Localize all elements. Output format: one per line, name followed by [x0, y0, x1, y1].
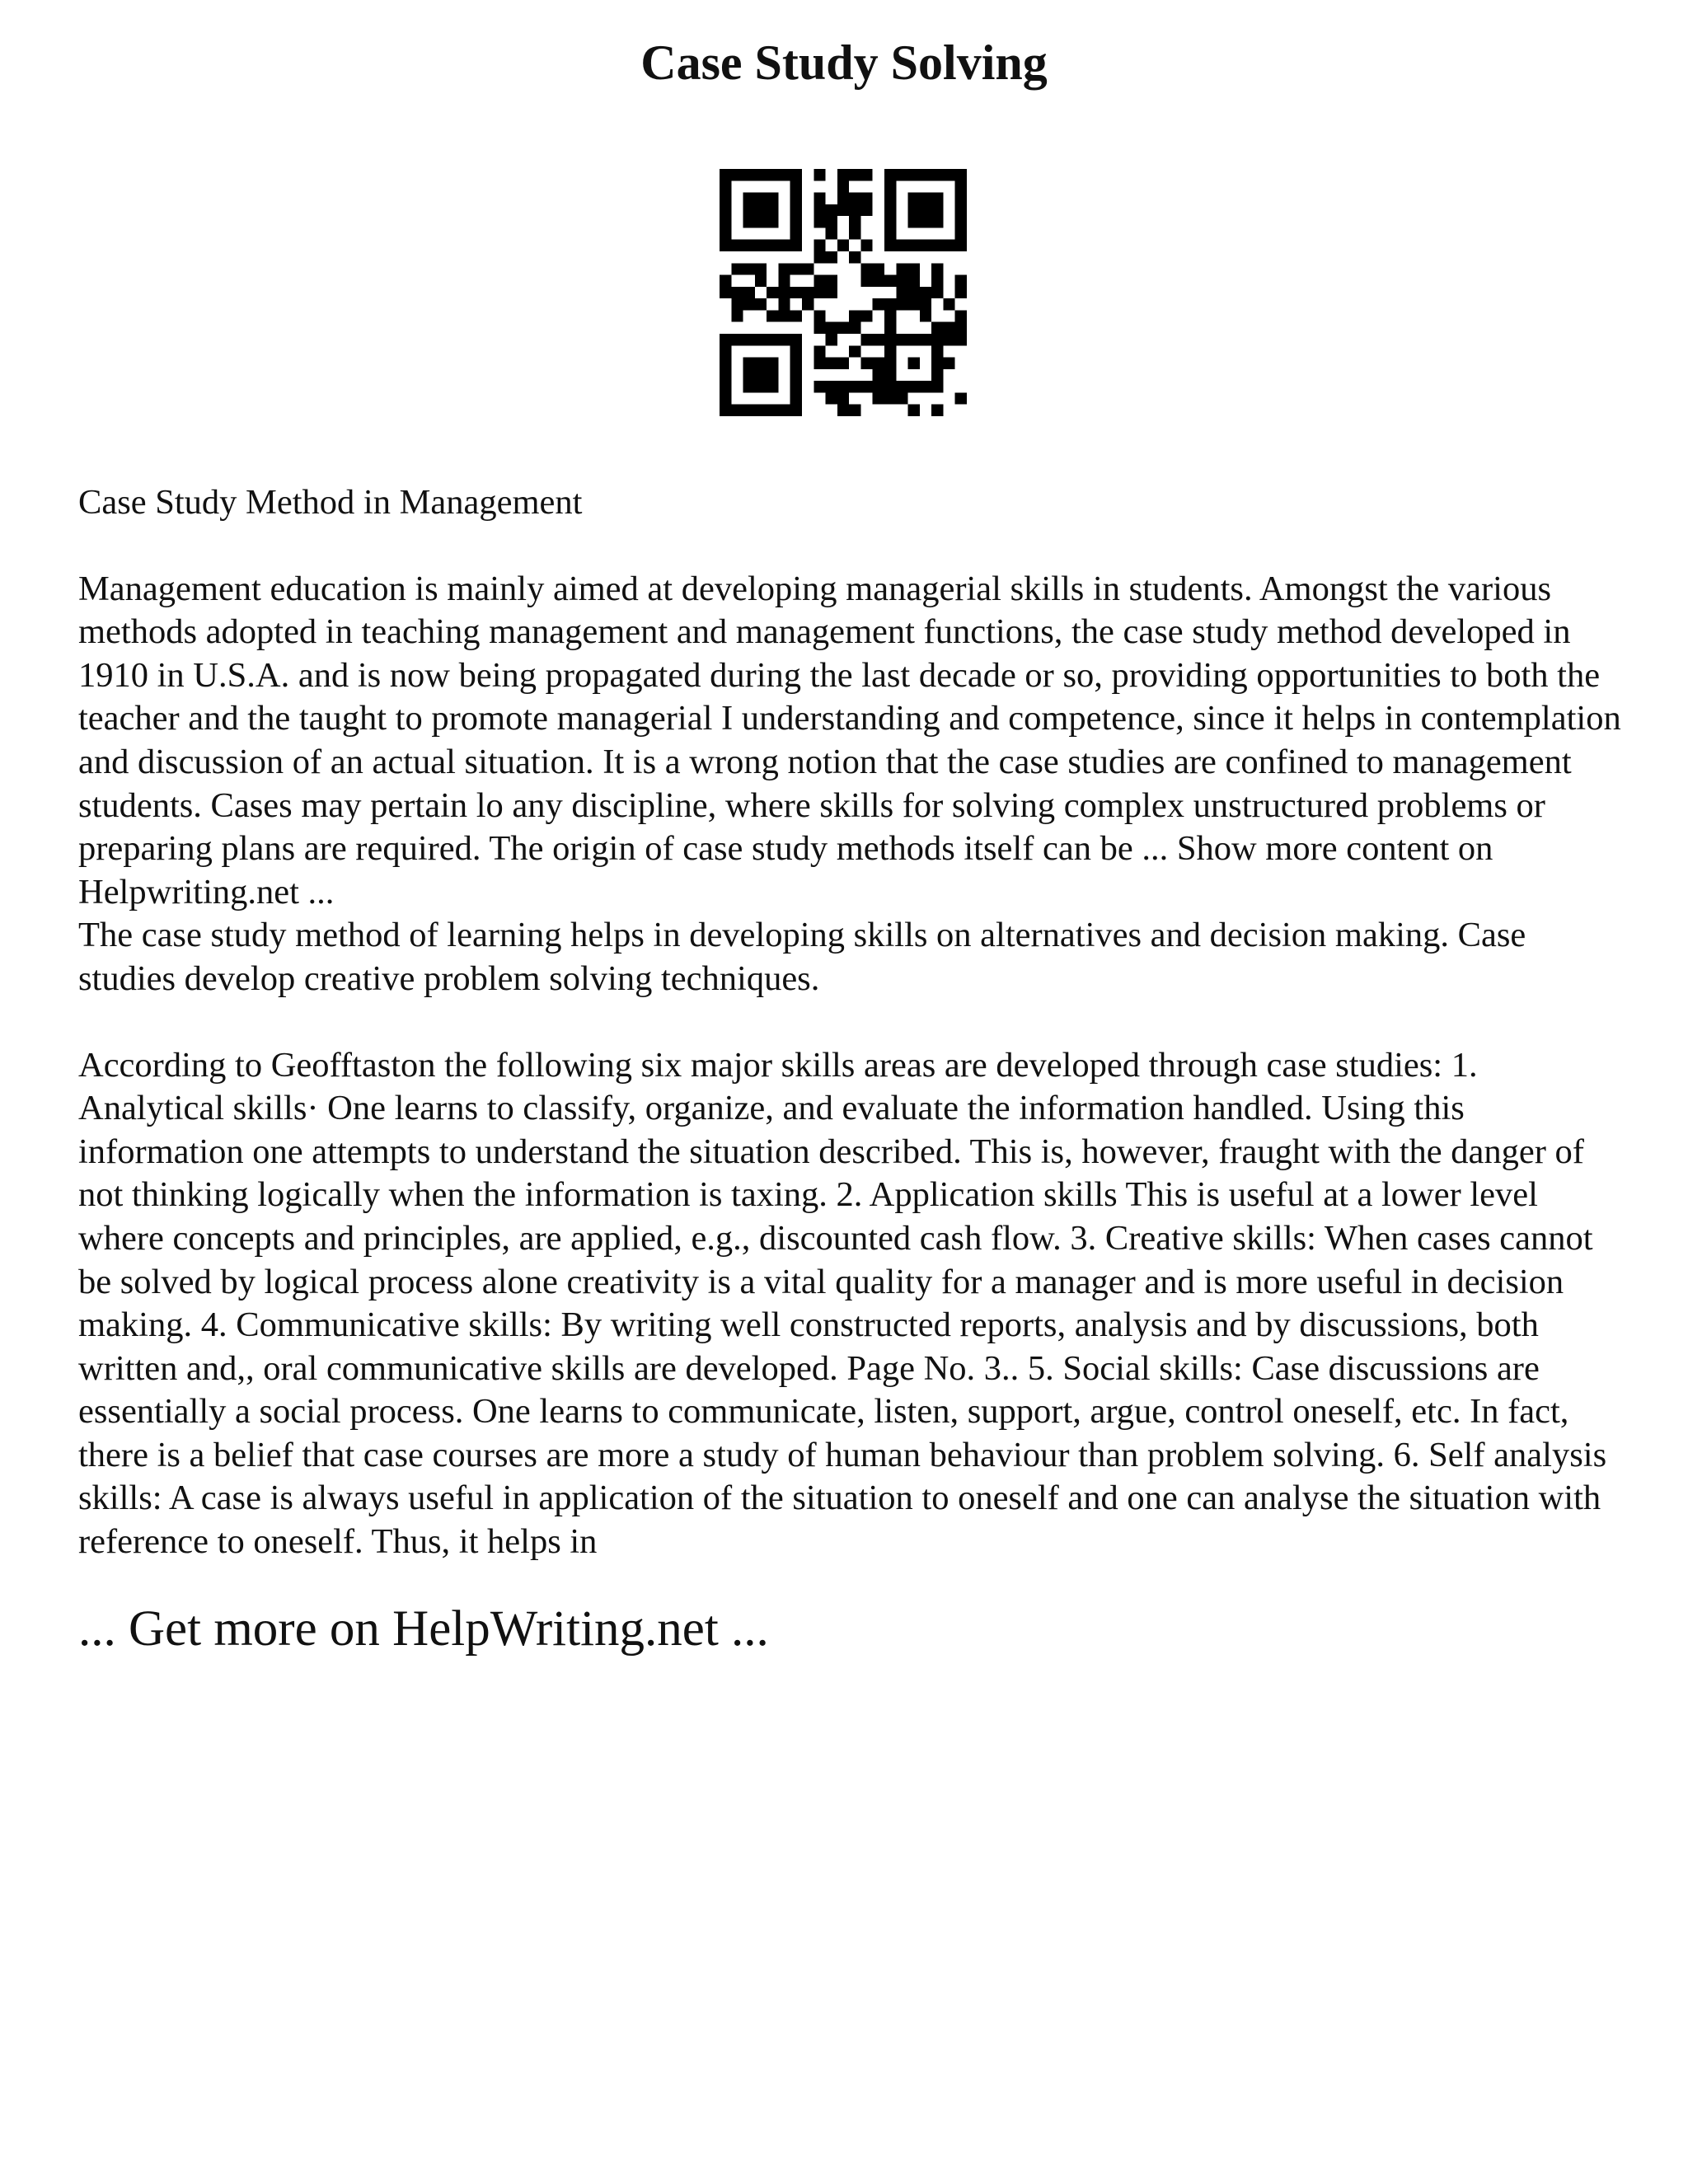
qr-module: [755, 216, 767, 227]
qr-module: [849, 405, 860, 416]
qr-module: [896, 298, 907, 310]
qr-module: [943, 322, 954, 334]
qr-module: [896, 240, 907, 251]
qr-module: [955, 193, 967, 204]
qr-module: [849, 216, 860, 227]
qr-module: [720, 345, 731, 357]
qr-module: [908, 334, 920, 345]
qr-module: [826, 275, 837, 287]
qr-module: [920, 298, 931, 310]
qr-module: [743, 381, 755, 392]
qr-module: [920, 169, 931, 180]
qr-module: [790, 193, 802, 204]
qr-module: [767, 358, 778, 369]
qr-module: [731, 240, 743, 251]
qr-module: [790, 310, 802, 321]
qr-module: [720, 240, 731, 251]
qr-module: [767, 169, 778, 180]
qr-module: [790, 204, 802, 216]
qr-module: [884, 310, 896, 321]
qr-module: [896, 334, 907, 345]
qr-module: [931, 240, 943, 251]
qr-module: [826, 287, 837, 298]
qr-module: [884, 358, 896, 369]
qr-module: [790, 180, 802, 192]
qr-module: [931, 405, 943, 416]
qr-module: [743, 287, 755, 298]
qr-module: [884, 240, 896, 251]
qr-module: [802, 263, 814, 274]
qr-module: [720, 358, 731, 369]
qr-module: [908, 405, 920, 416]
qr-module: [755, 169, 767, 180]
qr-module: [896, 263, 907, 274]
qr-module: [790, 405, 802, 416]
qr-module: [943, 298, 954, 310]
qr-module: [931, 358, 943, 369]
qr-module: [826, 392, 837, 404]
qr-module: [778, 405, 790, 416]
qr-module: [802, 287, 814, 298]
qr-module: [814, 193, 825, 204]
qr-module: [955, 180, 967, 192]
qr-module: [943, 334, 954, 345]
qr-code-icon: [720, 169, 967, 416]
qr-module: [896, 381, 907, 392]
qr-module: [826, 334, 837, 345]
qr-module: [814, 216, 825, 227]
qr-module: [731, 310, 743, 321]
qr-module: [826, 381, 837, 392]
paragraph-spacer: [78, 525, 1628, 568]
page-title: Case Study Solving: [640, 35, 1048, 90]
qr-module: [884, 298, 896, 310]
qr-module: [955, 216, 967, 227]
qr-module: [908, 263, 920, 274]
qr-module: [778, 310, 790, 321]
qr-module: [826, 216, 837, 227]
qr-module: [849, 204, 860, 216]
qr-module: [743, 193, 755, 204]
qr-module: [837, 405, 849, 416]
qr-module: [896, 287, 907, 298]
qr-module: [896, 275, 907, 287]
qr-module: [731, 287, 743, 298]
qr-module: [778, 298, 790, 310]
qr-module: [720, 287, 731, 298]
qr-module: [931, 287, 943, 298]
qr-module: [826, 204, 837, 216]
qr-module: [860, 381, 872, 392]
qr-module: [884, 227, 896, 239]
qr-module: [908, 358, 920, 369]
qr-module: [860, 263, 872, 274]
qr-module: [778, 263, 790, 274]
qr-module: [767, 287, 778, 298]
paragraph-skills: According to Geofftaston the following six major skills areas are developed through case studies: 1. Analytical skills· One learns to classify, organize, and evaluate the information handled. Using this information one attempts to understand the situation described. This is, however, fraught with the danger of not thinking logically when the information is taxing. 2. Application skills This is useful at a lower level where concepts and principles, are applied, e.g., discounted cash flow. 3. Creative skills: When cases cannot be solved by logical process alone creativity is a vital quality for a manager and is more useful in decision making. 4. Communicative skills: By writing well constructed reports, analysis and by discussions, both written and,, oral communicative skills are developed. Page No. 3.. 5. Social skills: Case discussions are essentially a social process. One learns to communicate, listen, support, argue, control oneself, etc. In fact, there is a belief that case courses are more a study of human behaviour than problem solving. 6. Self analysis skills: A case is always useful in application of the situation to oneself and one can analyse the situation with reference to oneself. Thus, it helps in: [78, 1045, 1607, 1562]
qr-module: [943, 240, 954, 251]
qr-module: [814, 310, 825, 321]
qr-module: [955, 310, 967, 321]
qr-module: [778, 275, 790, 287]
qr-module: [755, 358, 767, 369]
qr-module: [790, 381, 802, 392]
qr-module: [814, 287, 825, 298]
qr-module: [720, 275, 731, 287]
qr-module: [849, 345, 860, 357]
qr-module: [743, 240, 755, 251]
qr-module: [849, 193, 860, 204]
qr-module: [814, 204, 825, 216]
qr-module: [755, 334, 767, 345]
qr-module: [743, 169, 755, 180]
qr-module: [860, 240, 872, 251]
qr-module: [814, 275, 825, 287]
qr-module: [837, 381, 849, 392]
qr-module: [849, 227, 860, 239]
qr-code-graphic: [720, 169, 967, 416]
qr-module: [755, 369, 767, 381]
qr-module: [837, 358, 849, 369]
qr-module: [767, 334, 778, 345]
qr-module: [743, 334, 755, 345]
qr-module: [908, 193, 920, 204]
paragraph-intro: Management education is mainly aimed at developing managerial skills in students. Amongst the various methods adopted in teaching management and management functions, the case study method developed in 1910 in U.S.A. and is now being propagated during the last decade or so, providing opportunities to both the teacher and the taught to promote managerial I understanding and competence, since it helps in contemplation and discussion of an actual situation. It is a wrong notion that the case studies are confined to management students. Cases may pertain lo any discipline, where skills for solving complex unstructured problems or preparing plans are required. The origin of case study methods itself can be ... Show more content on Helpwriting.net ...: [78, 569, 1621, 912]
qr-module: [790, 240, 802, 251]
qr-module: [931, 204, 943, 216]
qr-module: [720, 216, 731, 227]
qr-module: [955, 287, 967, 298]
qr-module: [826, 227, 837, 239]
qr-module: [790, 287, 802, 298]
qr-module: [837, 193, 849, 204]
paragraph-spacer: [78, 1001, 1628, 1044]
qr-module: [955, 204, 967, 216]
qr-module: [837, 169, 849, 180]
qr-module: [767, 240, 778, 251]
qr-module: [720, 180, 731, 192]
qr-module: [778, 334, 790, 345]
qr-module: [826, 322, 837, 334]
section-heading: Case Study Method in Management: [78, 483, 583, 522]
qr-module: [884, 334, 896, 345]
qr-module: [755, 381, 767, 392]
qr-module: [873, 275, 884, 287]
qr-module: [920, 193, 931, 204]
qr-module: [860, 169, 872, 180]
qr-module: [920, 381, 931, 392]
qr-module: [814, 240, 825, 251]
qr-module: [814, 345, 825, 357]
qr-module: [884, 216, 896, 227]
qr-module: [720, 369, 731, 381]
qr-module: [778, 287, 790, 298]
qr-module: [943, 169, 954, 180]
qr-module: [720, 392, 731, 404]
qr-module: [743, 204, 755, 216]
qr-module: [884, 275, 896, 287]
qr-module: [826, 251, 837, 263]
qr-module: [720, 405, 731, 416]
qr-module: [860, 334, 872, 345]
qr-module: [908, 381, 920, 392]
qr-module: [837, 322, 849, 334]
qr-module: [767, 369, 778, 381]
paragraph-benefits: The case study method of learning helps in developing skills on alternatives and decision making. Case studies develop creative problem solving techniques.: [78, 916, 1526, 998]
qr-module: [814, 358, 825, 369]
qr-module: [837, 180, 849, 192]
qr-module: [860, 193, 872, 204]
qr-module: [743, 358, 755, 369]
qr-module: [873, 381, 884, 392]
qr-module: [908, 204, 920, 216]
qr-module: [873, 369, 884, 381]
qr-module: [790, 216, 802, 227]
qr-module: [720, 204, 731, 216]
qr-module: [720, 227, 731, 239]
qr-module: [920, 334, 931, 345]
qr-module: [849, 381, 860, 392]
qr-module: [767, 204, 778, 216]
qr-module: [955, 240, 967, 251]
qr-module: [720, 381, 731, 392]
qr-module: [931, 263, 943, 274]
qr-module: [778, 240, 790, 251]
qr-module: [814, 251, 825, 263]
qr-module: [884, 345, 896, 357]
qr-module: [849, 169, 860, 180]
qr-module: [908, 240, 920, 251]
qr-module: [884, 392, 896, 404]
qr-module: [955, 392, 967, 404]
qr-module: [790, 369, 802, 381]
qr-module: [837, 240, 849, 251]
qr-module: [790, 169, 802, 180]
qr-module: [931, 216, 943, 227]
qr-module: [884, 180, 896, 192]
qr-module: [755, 275, 767, 287]
qr-module: [908, 287, 920, 298]
qr-module: [731, 334, 743, 345]
qr-module: [731, 169, 743, 180]
qr-module: [837, 204, 849, 216]
qr-module: [860, 310, 872, 321]
qr-module: [931, 169, 943, 180]
qr-module: [767, 193, 778, 204]
qr-module: [790, 358, 802, 369]
qr-module: [884, 204, 896, 216]
qr-module: [873, 392, 884, 404]
qr-module: [920, 204, 931, 216]
qr-module: [743, 405, 755, 416]
qr-module: [755, 240, 767, 251]
qr-module: [755, 405, 767, 416]
qr-module: [955, 227, 967, 239]
qr-module: [743, 216, 755, 227]
qr-module: [767, 216, 778, 227]
qr-module: [743, 369, 755, 381]
get-more-link[interactable]: ... Get more on HelpWriting.net ...: [78, 1601, 769, 1657]
qr-module: [849, 322, 860, 334]
qr-module: [755, 193, 767, 204]
qr-module: [908, 275, 920, 287]
qr-module: [931, 381, 943, 392]
qr-module: [720, 334, 731, 345]
qr-module: [908, 169, 920, 180]
qr-module: [931, 369, 943, 381]
qr-module: [720, 169, 731, 180]
qr-module: [873, 263, 884, 274]
qr-module: [884, 322, 896, 334]
qr-module: [920, 287, 931, 298]
qr-module: [873, 358, 884, 369]
qr-module: [767, 405, 778, 416]
qr-module: [767, 381, 778, 392]
qr-module: [931, 334, 943, 345]
qr-module: [720, 193, 731, 204]
qr-module: [814, 169, 825, 180]
qr-module: [849, 310, 860, 321]
qr-module: [884, 381, 896, 392]
qr-module: [896, 169, 907, 180]
qr-module: [755, 298, 767, 310]
qr-module: [731, 298, 743, 310]
qr-module: [873, 298, 884, 310]
qr-module: [873, 334, 884, 345]
article-body: [78, 481, 1628, 1564]
qr-module: [920, 216, 931, 227]
qr-module: [860, 358, 872, 369]
qr-module: [943, 358, 954, 369]
qr-module: [896, 392, 907, 404]
qr-module: [884, 193, 896, 204]
qr-module: [860, 204, 872, 216]
qr-module: [931, 193, 943, 204]
qr-module: [955, 334, 967, 345]
qr-module: [790, 227, 802, 239]
qr-module: [731, 405, 743, 416]
qr-module: [931, 345, 943, 357]
qr-module: [884, 369, 896, 381]
qr-module: [767, 310, 778, 321]
qr-module: [755, 204, 767, 216]
qr-module: [814, 381, 825, 392]
qr-module: [860, 275, 872, 287]
qr-module: [778, 169, 790, 180]
qr-module: [731, 263, 743, 274]
qr-module: [790, 334, 802, 345]
qr-module: [920, 310, 931, 321]
qr-module: [955, 275, 967, 287]
qr-module: [884, 169, 896, 180]
qr-module: [790, 345, 802, 357]
qr-module: [849, 251, 860, 263]
qr-module: [908, 298, 920, 310]
qr-module: [908, 216, 920, 227]
qr-module: [790, 392, 802, 404]
qr-module: [802, 298, 814, 310]
qr-module: [826, 358, 837, 369]
qr-module: [955, 322, 967, 334]
qr-module: [931, 275, 943, 287]
qr-module: [743, 298, 755, 310]
qr-module: [955, 169, 967, 180]
qr-module: [837, 392, 849, 404]
qr-module: [814, 322, 825, 334]
qr-module: [931, 322, 943, 334]
qr-module: [755, 263, 767, 274]
qr-module: [790, 263, 802, 274]
qr-module: [743, 263, 755, 274]
qr-module: [920, 240, 931, 251]
